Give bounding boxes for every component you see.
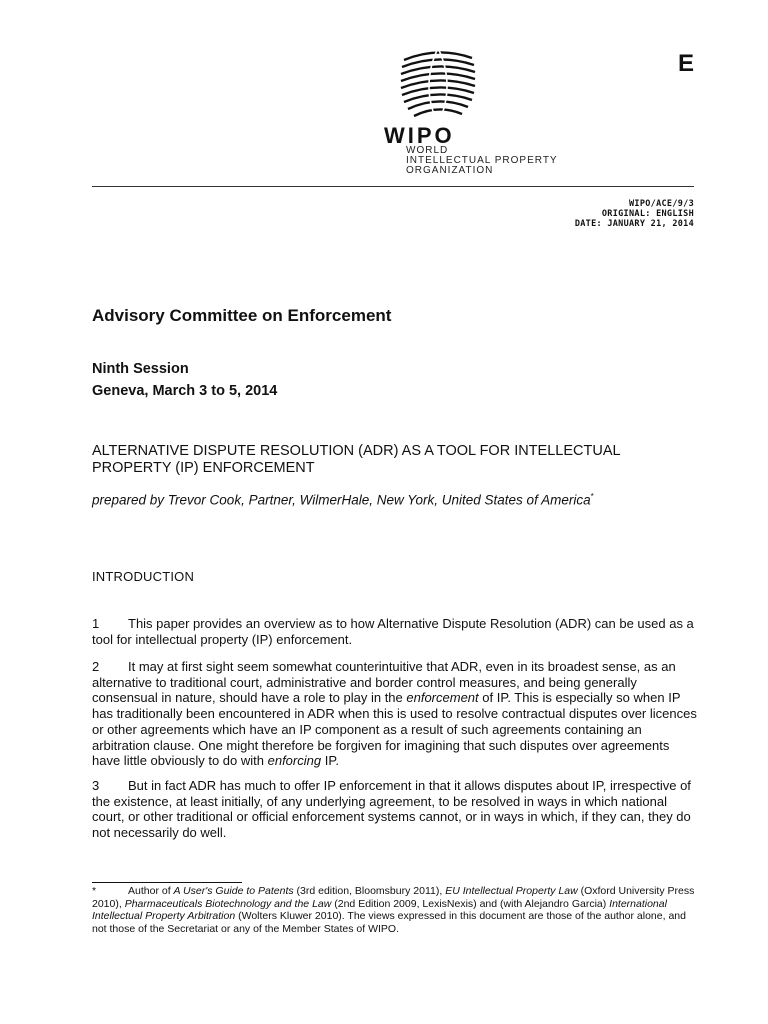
- paragraph-text: IP.: [321, 753, 339, 769]
- footnote-book-title: International Intellectual Property Arbitration: [92, 897, 667, 923]
- footnote-book-title: A User's Guide to Patents: [173, 885, 294, 897]
- paragraph-number: 3: [92, 778, 100, 793]
- footnote-separator: [92, 882, 242, 883]
- doc-date: DATE: JANUARY 21, 2014: [574, 219, 694, 229]
- footnote-text: (Wolters Kluwer 2010). The views expressed in this document are those of the author alone, and not those of the Secretariat or any of the Member States of WIPO.: [92, 910, 686, 935]
- session-name: Ninth Session: [92, 361, 189, 377]
- paragraph-text: But in fact ADR has much to offer IP enforcement in that it allows disputes about IP, irrespective of the existence, at least initially, of any underlying agreement, to be resolved in ways in which national court, or other traditional or official enforcement systems cannot, or in ways in which, if they can, they do not necessarily do well.: [92, 778, 691, 841]
- footnote-text: Author of: [128, 885, 174, 897]
- paragraph-2: [92, 659, 697, 769]
- footnote-marker: *: [590, 492, 594, 501]
- prepared-by: [92, 492, 594, 508]
- original-language: ORIGINAL: ENGLISH: [601, 209, 694, 219]
- header-divider: [92, 186, 694, 187]
- footnote-text: (Oxford University Press 2010),: [92, 885, 695, 910]
- paragraph-text: This paper provides an overview as to how Alternative Dispute Resolution (ADR) can be used as a tool for intellectual property (IP) enforcement.: [92, 616, 694, 647]
- footnote-book-title: EU Intellectual Property Law: [445, 885, 578, 897]
- wipo-globe-icon: [398, 48, 478, 124]
- paragraph-1: [92, 616, 697, 647]
- paragraph-text: It may at first sight seem somewhat counterintuitive that ADR, even in its broadest sense, as an alternative to traditional court, administrative and border control measures, and being generally consensual in nature, should have a role to play in the: [92, 659, 676, 706]
- paragraph-text: of IP. This is especially so when IP has traditionally been encountered in ADR when this is used to resolve contractual disputes over licences or other agreements which have an IP component as a result of such agreements containing an arbitration clause. One might therefore be forgiven for imagining that such disputes over agreements have little obviously to do with: [92, 690, 697, 769]
- org-name-line-1: WORLD: [406, 145, 449, 156]
- paragraph-number: 2: [92, 659, 100, 674]
- footnote: [92, 885, 697, 935]
- footnote-text: (3rd edition, Bloomsbury 2011),: [293, 885, 446, 897]
- doc-number: WIPO/ACE/9/3: [628, 199, 694, 209]
- footnote-book-title: Pharmaceuticals Biotechnology and the Law: [124, 897, 332, 910]
- logo-wordmark: WIPO: [384, 123, 455, 148]
- paragraph-3: [92, 778, 697, 841]
- prepared-by-text: prepared by Trevor Cook, Partner, WilmerHale, New York, United States of America: [92, 492, 591, 508]
- committee-title: Advisory Committee on Enforcement: [92, 306, 392, 325]
- paragraph-emphasis: enforcement: [406, 690, 479, 706]
- language-code: E: [678, 50, 695, 77]
- org-name-line-3: ORGANIZATION: [406, 165, 494, 176]
- paragraph-number: 1: [92, 616, 100, 631]
- footnote-text: (2nd Edition 2009, LexisNexis) and (with Alejandro Garcia): [331, 897, 610, 910]
- paragraph-emphasis: enforcing: [267, 753, 322, 769]
- section-heading: INTRODUCTION: [92, 569, 195, 584]
- document-title: ALTERNATIVE DISPUTE RESOLUTION (ADR) AS A TOOL FOR INTELLECTUAL PROPERTY (IP) ENFORCEMENT: [92, 443, 621, 476]
- org-name-line-2: INTELLECTUAL PROPERTY: [406, 155, 558, 166]
- session-place-date: Geneva, March 3 to 5, 2014: [92, 383, 278, 399]
- session-block: [92, 358, 277, 402]
- footnote-mark: *: [92, 885, 97, 897]
